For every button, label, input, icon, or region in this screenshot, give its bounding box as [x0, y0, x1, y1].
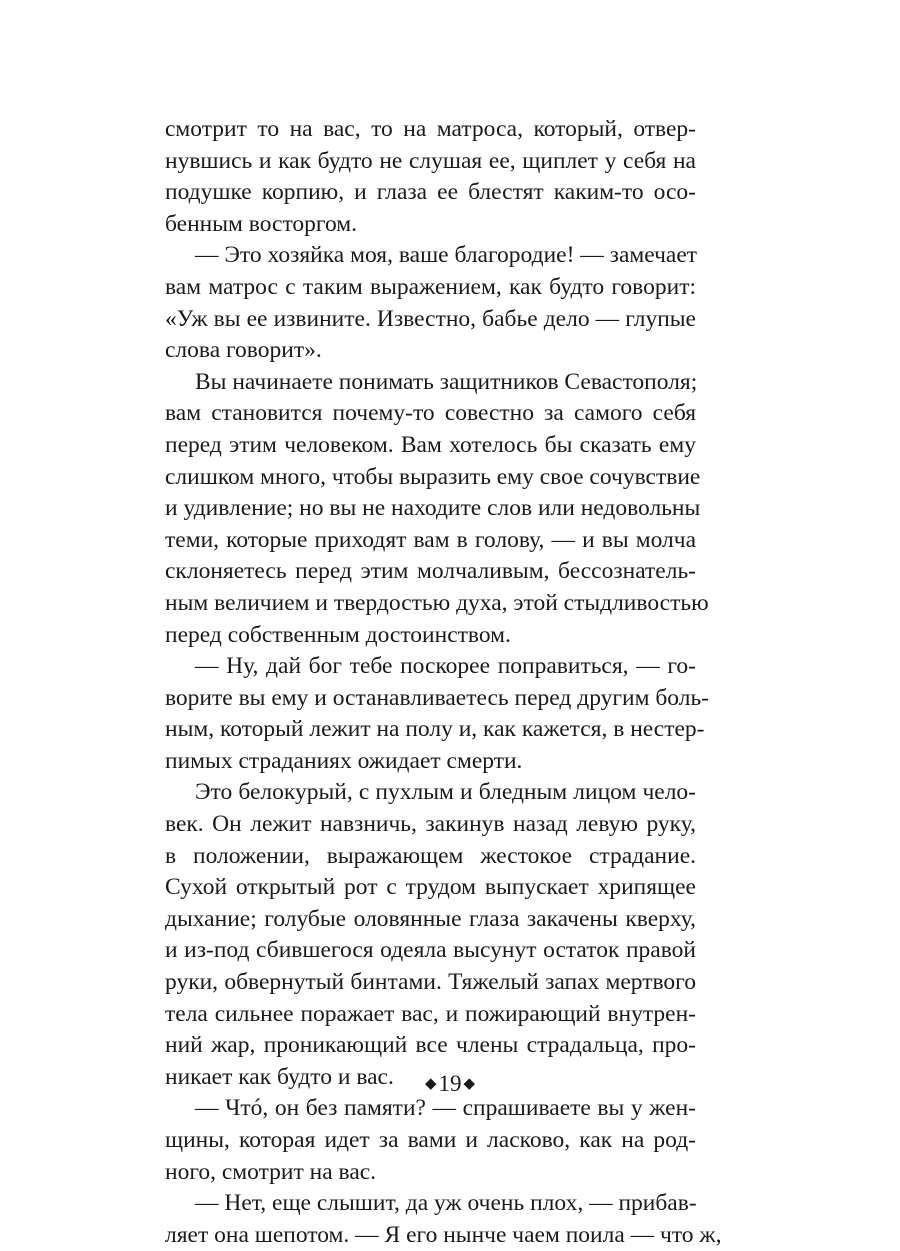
text-line: Вы начинаете понимать защитников Севастополя; — [195, 368, 698, 395]
text-line: теми, которые приходят вам в голову, — и вы молча — [165, 526, 696, 553]
text-line: ного, смотрит на вас. — [165, 1158, 377, 1185]
text-line: дыхание; голубые оловянные глаза закачены кверху, — [165, 905, 696, 932]
text-line: перед этим человеком. Вам хотелось бы сказать ему — [165, 431, 696, 458]
text-line: слишком много, чтобы выразить ему свое сочувствие — [165, 463, 701, 490]
text-line: ворите вы ему и останавливаетесь перед другим боль- — [165, 684, 710, 711]
text-line: — Чтó, он без памяти? — спрашиваете вы у жен- — [195, 1095, 696, 1122]
text-line: перед собственным достоинством. — [165, 621, 511, 648]
text-line: бенным восторгом. — [165, 210, 358, 237]
text-line: ляет она шепотом. — Я его нынче чаем поила — что ж, — [165, 1221, 722, 1248]
text-line: — Нет, еще слышит, да уж очень плох, — прибав- — [195, 1190, 697, 1217]
text-line: век. Он лежит навзничь, закинув назад левую руку, — [165, 811, 696, 838]
text-line: никает как будто и вас. — [165, 1063, 394, 1090]
text-line: тела сильнее поражает вас, и пожирающий внутрен- — [165, 1000, 696, 1027]
text-line: вам матрос с таким выражением, как будто говорит: — [165, 273, 696, 300]
text-line: — Ну, дай бог тебе поскорее поправиться, — го- — [195, 653, 696, 680]
text-line: в положении, выражающем жестокое страдание. — [165, 842, 696, 869]
text-line: щины, которая идет за вами и ласково, как на род- — [165, 1127, 696, 1153]
text-line: слова говорит». — [165, 337, 322, 364]
text-line: склоняетесь перед этим молчаливым, бессознатель- — [165, 558, 696, 585]
text-line: подушке корпию, и глаза ее блестят каким-то осо- — [165, 179, 696, 206]
text-line: смотрит то на вас, то на матроса, который, отвер- — [165, 116, 696, 142]
page-number-footer — [0, 1071, 900, 1097]
page-number: 19 — [438, 1071, 462, 1096]
text-line: и удивление; но вы не находите слов или недовольны — [165, 495, 701, 522]
text-line: вам становится почему-то совестно за самого себя — [165, 400, 696, 427]
text-line: ным величием и твердостью духа, этой стыдливостью — [165, 589, 709, 616]
text-line: ным, который лежит на полу и, как кажется, в нестер- — [165, 716, 705, 743]
text-line: — Это хозяйка моя, ваше благородие! — замечает — [195, 242, 698, 269]
text-line: пимых страданиях ожидает смерти. — [165, 747, 523, 774]
text-line: Сухой открытый рот с трудом выпускает хрипящее — [165, 874, 696, 901]
text-line: нувшись и как будто не слушая ее, щиплет у себя на — [165, 147, 696, 174]
text-line: и из-под сбившегося одеяла высунут остаток правой — [165, 937, 696, 964]
text-line: ний жар, проникающий все члены страдальца, про- — [165, 1032, 696, 1059]
text-line: Это белокурый, с пухлым и бледным лицом чело- — [195, 779, 696, 806]
text-line: руки, обвернутый бинтами. Тяжелый запах мертвого — [165, 969, 696, 996]
text-line: «Уж вы ее извините. Известно, бабье дело — глупые — [165, 305, 696, 332]
right-ornament-icon: ◆ — [463, 1076, 476, 1092]
left-ornament-icon: ◆ — [424, 1076, 437, 1092]
